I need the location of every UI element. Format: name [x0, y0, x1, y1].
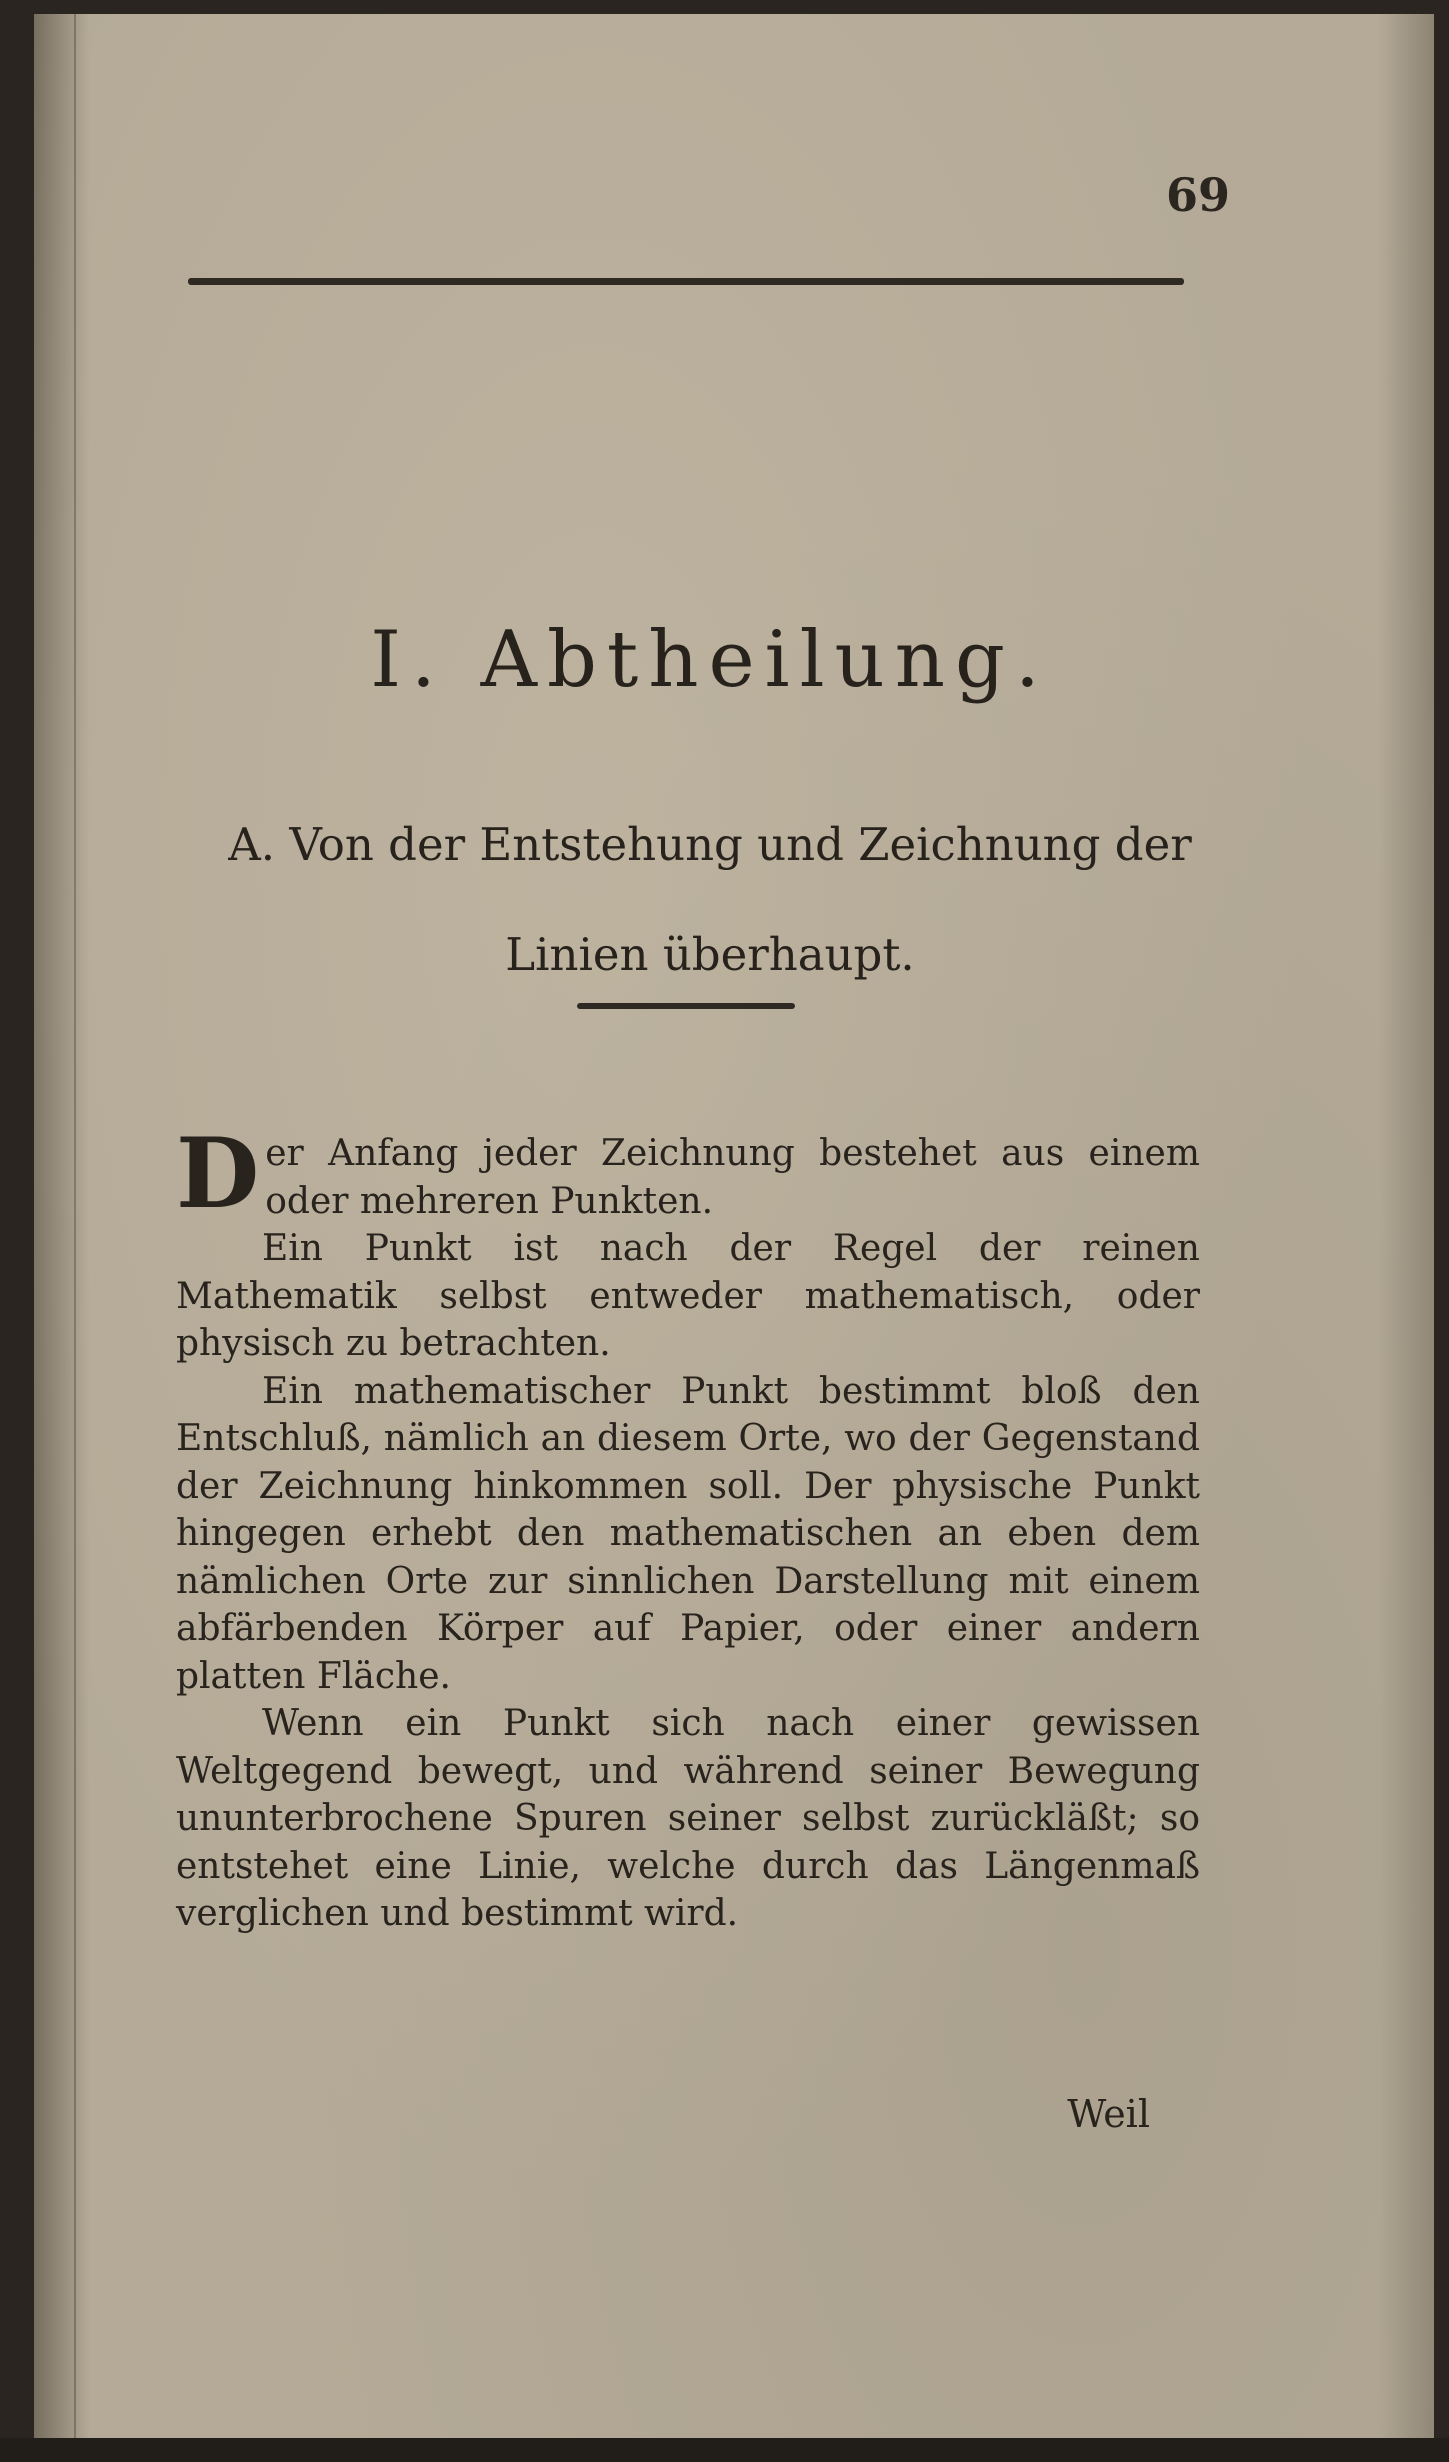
paragraph-3: Ein mathematischer Punkt bestimmt bloß den Entschluß, nämlich an diesem Orte, wo der Gegenstand der Zeichnung hinkommen soll. Der physische Punkt hingegen erhebt den mathematischen an eben dem nämlichen Orte zur sinnlichen Darstellung mit einem abfärbenden Körper auf Papier, oder einer andern platten Fläche.	[176, 1370, 1200, 1697]
paragraph-1-text: er Anfang jeder Zeichnung bestehet aus einem oder mehreren Punkten.	[265, 1133, 1200, 1222]
paragraph-1	[176, 1117, 1200, 1230]
scan-bottom-edge	[0, 2438, 1449, 2462]
binding-gutter	[74, 14, 76, 2438]
section-subtitle: A. Von der Entstehung und Zeichnung der Linien überhaupt.	[228, 818, 1192, 981]
paragraph-4: Wenn ein Punkt sich nach einer gewissen Weltgegend bewegt, und während seiner Bewegung ununterbrochene Spuren seiner selbst zurückläßt; so entstehet eine Linie, welche durch das Längenmaß verglichen und bestimmt wird.	[176, 1703, 1200, 1934]
ornamental-rule	[577, 1003, 795, 1009]
paragraph-2: Ein Punkt ist nach der Regel der reinen Mathematik selbst entweder mathematisch, oder physisch zu betrachten.	[176, 1228, 1200, 1364]
section-title: I. Abtheilung.	[370, 615, 1050, 705]
catchword: Weil	[1067, 2092, 1150, 2136]
header-rule	[188, 278, 1184, 285]
page-number: 69	[1165, 168, 1230, 222]
body-text	[176, 1117, 1200, 1938]
drop-cap: D	[176, 1117, 260, 1230]
